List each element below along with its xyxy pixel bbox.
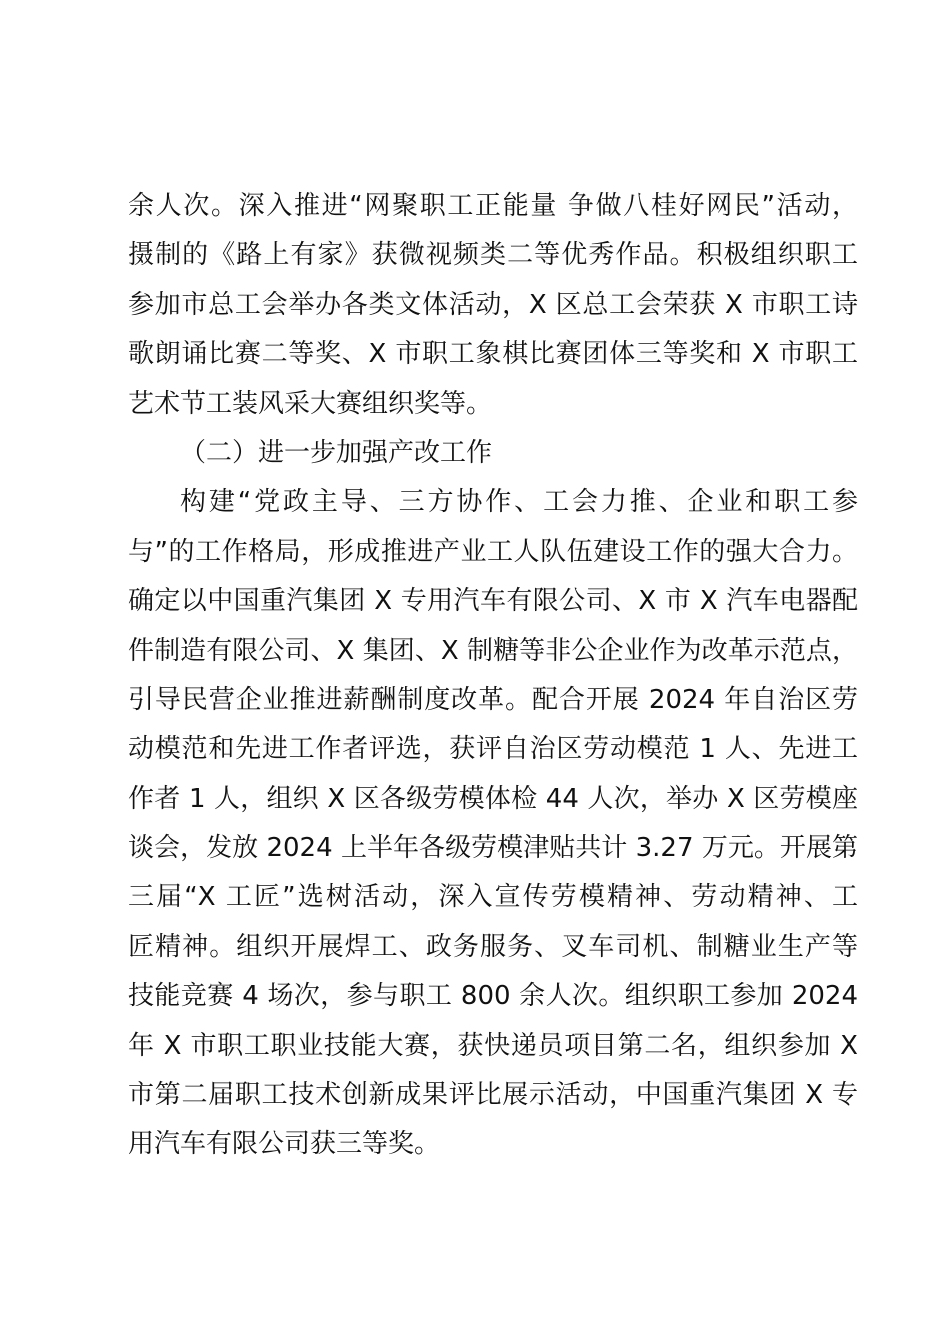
paragraph-line: 谈会，发放 2024 上半年各级劳模津贴共计 3.27 万元。开展第: [128, 833, 858, 864]
paragraph-line: 艺术节工装风采大赛组织奖等。: [128, 388, 493, 419]
paragraph-line: 市第二届职工技术创新成果评比展示活动，中国重汽集团 X 专: [128, 1080, 858, 1111]
paragraph-line: 余人次。深入推进“网聚职工正能量 争做八桂好网民”活动，: [128, 191, 858, 221]
paragraph-line: 年 X 市职工职业技能大赛，获快递员项目第二名，组织参加 X: [128, 1030, 858, 1061]
paragraph-line: 用汽车有限公司获三等奖。: [128, 1129, 441, 1160]
paragraph-line: 匠精神。组织开展焊工、政务服务、叉车司机、制糖业生产等: [128, 931, 858, 962]
paragraph-line: 参加市总工会举办各类文体活动，X 区总工会荣获 X 市职工诗: [128, 289, 858, 320]
paragraph-line: 确定以中国重汽集团 X 专用汽车有限公司、X 市 X 汽车电器配: [128, 586, 858, 617]
paragraph-line: 技能竞赛 4 场次，参与职工 800 余人次。组织职工参加 2024: [128, 981, 858, 1012]
section-heading: （二）进一步加强产改工作: [180, 437, 493, 468]
paragraph-line: 动模范和先进工作者评选，获评自治区劳动模范 1 人、先进工: [128, 734, 858, 765]
paragraph-line: 作者 1 人，组织 X 区各级劳模体检 44 人次，举办 X 区劳模座: [128, 783, 858, 814]
paragraph-line: 三届“X 工匠”选树活动，深入宣传劳模精神、劳动精神、工: [128, 882, 858, 913]
paragraph-line: 引导民营企业推进薪酬制度改革。配合开展 2024 年自治区劳: [128, 684, 858, 715]
paragraph-line: 歌朗诵比赛二等奖、X 市职工象棋比赛团体三等奖和 X 市职工: [128, 339, 858, 370]
paragraph-line: 构建“党政主导、三方协作、工会力推、企业和职工参: [180, 487, 858, 518]
body-text: [128, 182, 858, 1170]
paragraph-line: 与”的工作格局，形成推进产业工人队伍建设工作的强大合力。: [128, 536, 858, 567]
paragraph-line: 件制造有限公司、X 集团、X 制糖等非公企业作为改革示范点，: [128, 635, 858, 666]
paragraph-line: 摄制的《路上有家》获微视频类二等优秀作品。积极组织职工: [128, 240, 858, 271]
